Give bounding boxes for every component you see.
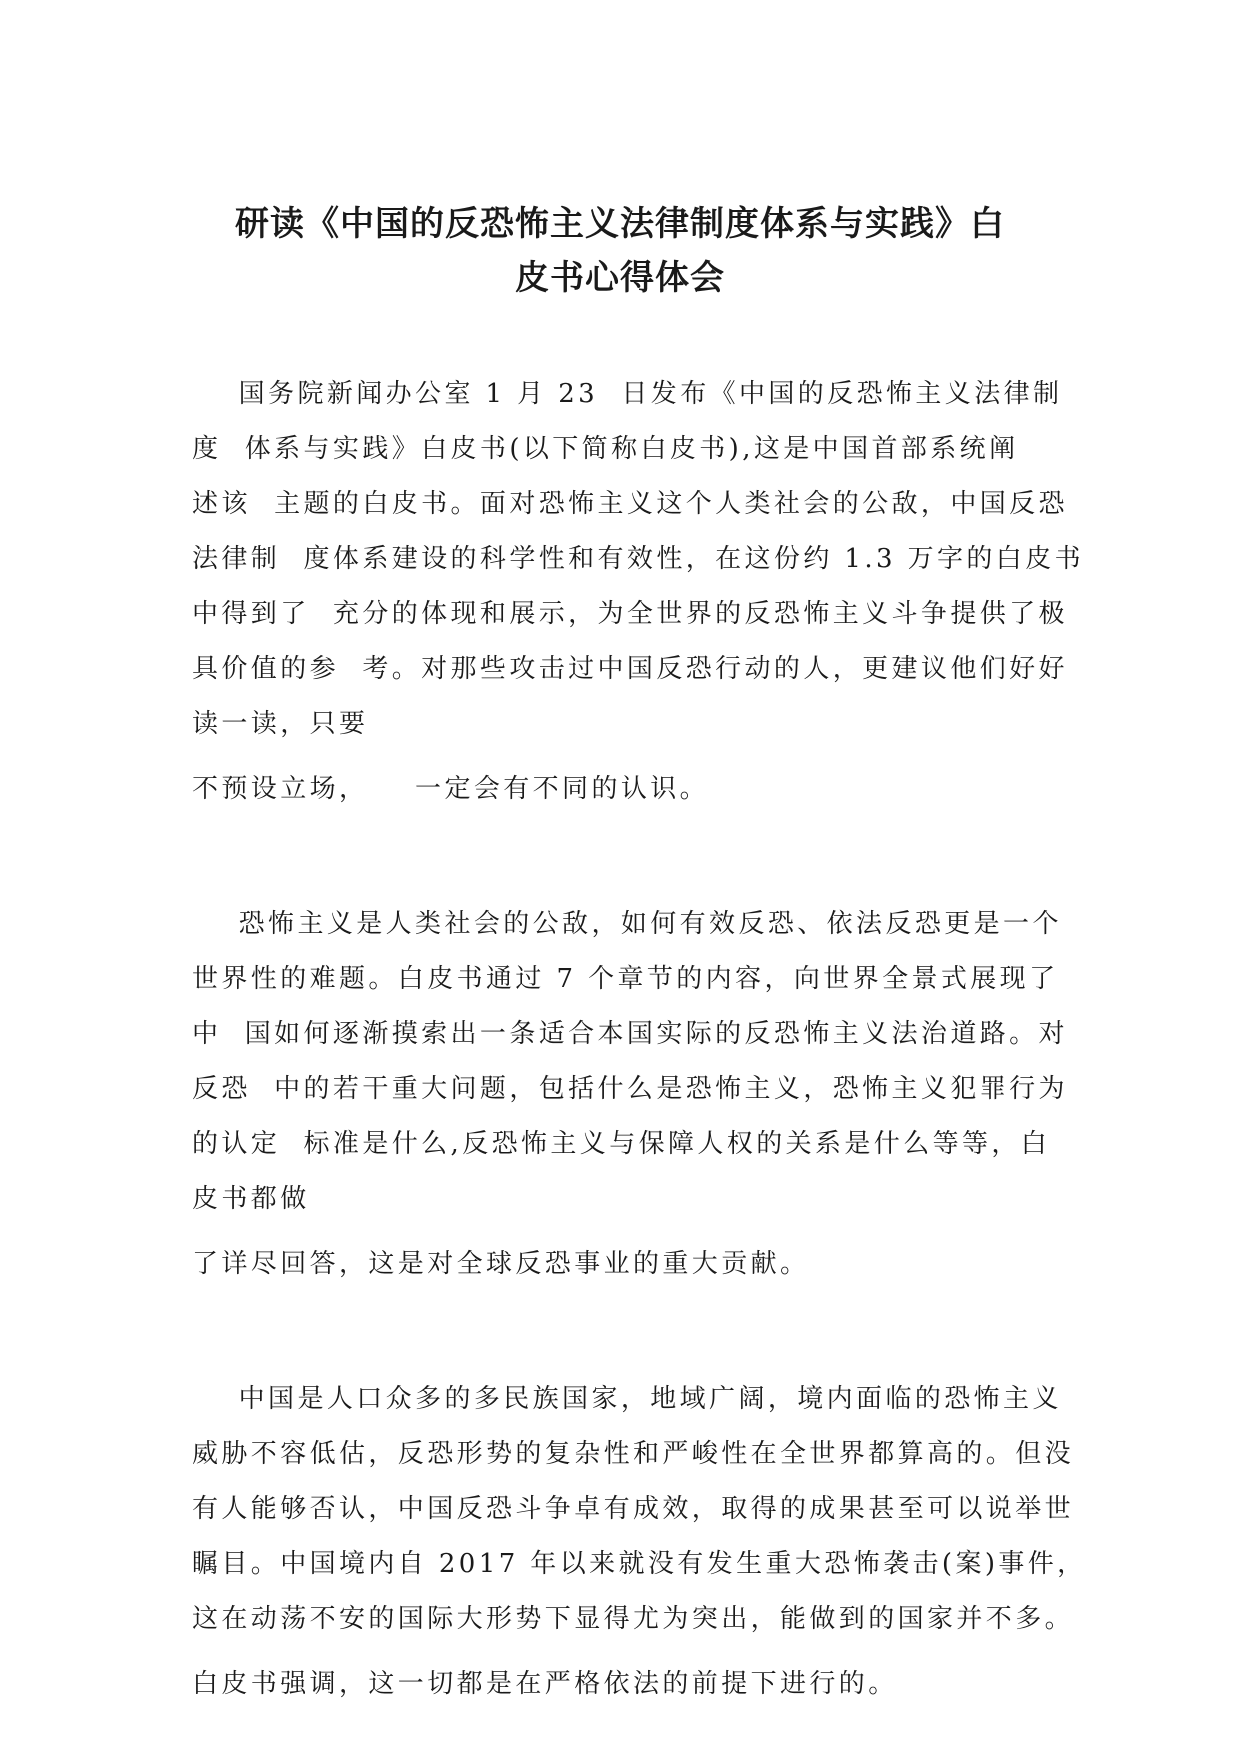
paragraph-line: 读一读，只要	[192, 709, 369, 739]
paragraph-line: 中 国如何逐渐摸索出一条适合本国实际的反恐怖主义法治道路。对	[192, 1019, 1068, 1049]
paragraph-line: 国务院新闻办公室 1 月 23 日发布《中国的反恐怖主义法律制	[192, 379, 1063, 409]
paragraph-line: 有人能够否认，中国反恐斗争卓有成效，取得的成果甚至可以说举世	[192, 1494, 1075, 1524]
paragraph-line: 恐怖主义是人类社会的公敌，如何有效反恐、依法反恐更是一个	[192, 909, 1062, 939]
paragraph-line: 的认定 标准是什么,反恐怖主义与保障人权的关系是什么等等，白	[192, 1129, 1051, 1159]
paragraph-line: 世界性的难题。白皮书通过 7 个章节的内容，向世界全景式展现了	[192, 964, 1059, 994]
paragraph-line: 中得到了 充分的体现和展示，为全世界的反恐怖主义斗争提供了极	[192, 599, 1068, 629]
paragraph-line: 法律制 度体系建设的科学性和有效性，在这份约 1.3 万字的白皮书	[192, 544, 1085, 574]
document-title	[150, 197, 1090, 305]
paragraph-line: 度 体系与实践》白皮书(以下简称白皮书),这是中国首部系统阐	[192, 434, 1019, 464]
paragraph-line: 瞩目。中国境内自 2017 年以来就没有发生重大恐怖袭击(案)事件，	[192, 1549, 1087, 1579]
paragraph-line: 皮书都做	[192, 1184, 310, 1214]
paragraph-line: 了详尽回答，这是对全球反恐事业的重大贡献。	[192, 1249, 810, 1279]
paragraph-line: 白皮书强调，这一切都是在严格依法的前提下进行的。	[192, 1669, 898, 1699]
title-line: 研读《中国的反恐怖主义法律制度体系与实践》白	[235, 204, 1005, 244]
paragraph-line: 中国是人口众多的多民族国家，地域广阔，境内面临的恐怖主义	[192, 1384, 1062, 1414]
paragraph-line: 具价值的参 考。对那些攻击过中国反恐行动的人，更建议他们好好	[192, 654, 1068, 684]
title-line: 皮书心得体会	[515, 258, 725, 298]
paragraph-line: 这在动荡不安的国际大形势下显得尤为突出，能做到的国家并不多。	[192, 1604, 1075, 1634]
paragraph-line: 反恐 中的若干重大问题，包括什么是恐怖主义，恐怖主义犯罪行为	[192, 1074, 1068, 1104]
paragraph-line: 威胁不容低估，反恐形势的复杂性和严峻性在全世界都算高的。但没	[192, 1439, 1075, 1469]
paragraph-line: 述该 主题的白皮书。面对恐怖主义这个人类社会的公敌，中国反恐	[192, 489, 1068, 519]
paragraph-line: 不预设立场， 一定会有不同的认识。	[192, 774, 710, 804]
